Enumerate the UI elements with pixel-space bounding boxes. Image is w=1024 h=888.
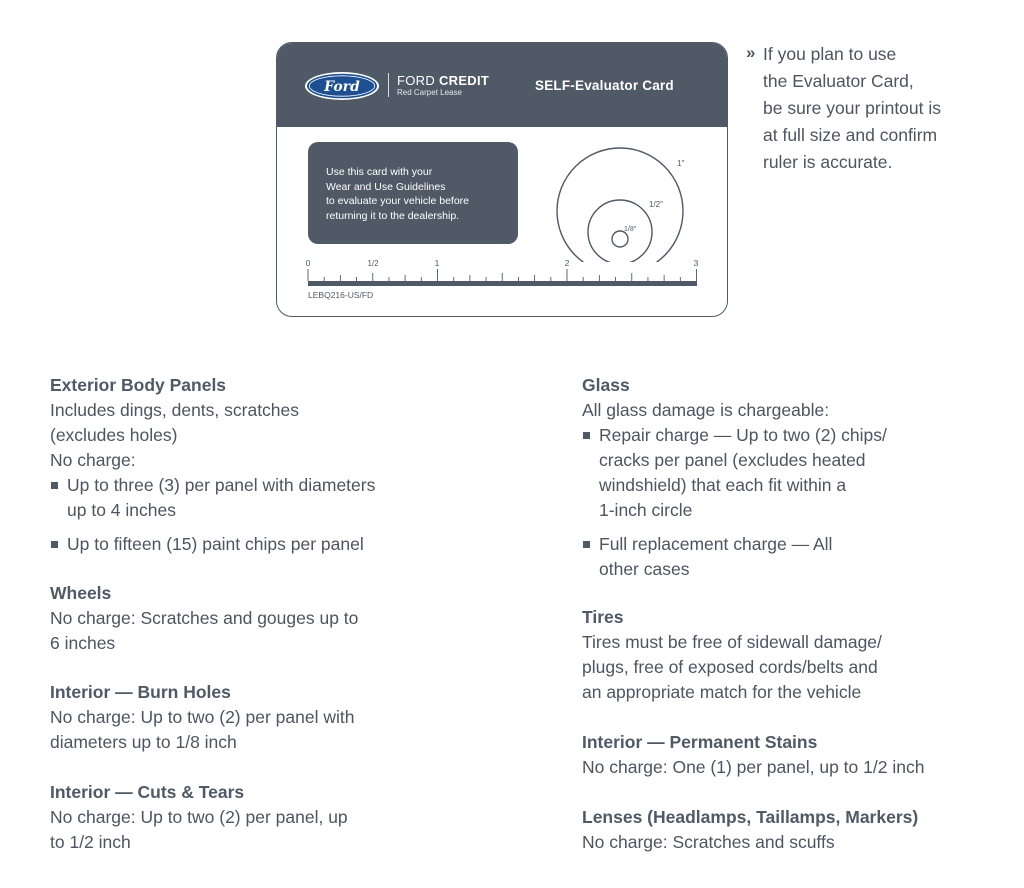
circle-1-inch-label: 1" <box>677 159 685 168</box>
inch-ruler <box>302 253 702 293</box>
section-glass <box>582 373 1002 582</box>
text-line: to 1/2 inch <box>50 832 131 852</box>
text-line: No charge: <box>50 450 136 470</box>
ruler-label-3: 3 <box>693 258 699 268</box>
bullet-list <box>582 423 1002 582</box>
section-interior-burn-holes <box>50 680 490 755</box>
evaluator-card <box>276 42 728 317</box>
note-line: If you plan to use <box>763 44 897 64</box>
instruction-line: Wear and Use Guidelines <box>326 180 446 193</box>
note-line: at full size and confirm <box>763 125 938 145</box>
section-text <box>50 606 490 656</box>
section-heading: Interior — Burn Holes <box>50 682 231 702</box>
text-line: Tires must be free of sidewall damage/ <box>582 632 882 652</box>
bullet-line: other cases <box>599 559 690 579</box>
text-line: an appropriate match for the vehicle <box>582 682 862 702</box>
bullet-line: cracks per panel (excludes heated <box>599 450 866 470</box>
note-line: the Evaluator Card, <box>763 71 914 91</box>
square-bullet-icon <box>583 541 590 548</box>
text-line: No charge: One (1) per panel, up to 1/2 inch <box>582 757 925 777</box>
note-line: be sure your printout is <box>763 98 942 118</box>
section-lenses <box>582 805 1002 855</box>
brand-name <box>397 73 489 88</box>
section-text <box>582 630 1002 705</box>
section-tires <box>582 605 1002 705</box>
bullet-item <box>582 532 1002 582</box>
note-line: ruler is accurate. <box>763 152 893 172</box>
ruler-ticks <box>308 269 697 281</box>
brand-subtitle: Red Carpet Lease <box>397 88 462 97</box>
text-line: (excludes holes) <box>50 425 178 445</box>
card-code: LEBQ216-US/FD <box>308 290 374 300</box>
square-bullet-icon <box>51 541 58 548</box>
bullet-line: Repair charge — Up to two (2) chips/ <box>599 425 887 445</box>
circle-1-inch <box>557 148 683 262</box>
ruler-label-half: 1/2 <box>367 259 379 268</box>
instruction-line: Use this card with your <box>326 166 433 178</box>
section-interior-permanent-stains <box>582 730 1002 780</box>
section-heading: Glass <box>582 375 630 395</box>
section-interior-cuts-tears <box>50 780 490 855</box>
text-line: No charge: Up to two (2) per panel, up <box>50 807 348 827</box>
instruction-line: to evaluate your vehicle before <box>326 195 470 207</box>
section-heading: Lenses (Headlamps, Taillamps, Markers) <box>582 807 919 827</box>
section-text <box>50 805 490 855</box>
section-heading: Exterior Body Panels <box>50 375 227 395</box>
section-text <box>582 830 1002 855</box>
ruler-bar <box>308 281 697 286</box>
ford-logo <box>304 71 380 101</box>
square-bullet-icon <box>51 482 58 489</box>
bullet-line: Up to three (3) per panel with diameters <box>67 475 376 495</box>
text-line: No charge: Up to two (2) per panel with <box>50 707 355 727</box>
note-text <box>763 41 941 176</box>
brand-name-regular: FORD <box>397 73 439 88</box>
section-text <box>50 705 490 755</box>
card-header <box>277 43 727 127</box>
bullet-line: up to 4 inches <box>67 500 176 520</box>
text-line: No charge: Scratches and scuffs <box>582 832 835 852</box>
circle-eighth-inch-label: 1/8" <box>624 226 637 233</box>
bullet-item <box>50 473 490 523</box>
text-line: plugs, free of exposed cords/belts and <box>582 657 878 677</box>
section-text <box>582 755 1002 780</box>
brand-name-bold: CREDIT <box>438 73 490 88</box>
ruler-label-0: 0 <box>305 258 311 268</box>
section-text <box>582 398 1002 423</box>
bullet-line: Full replacement charge — All <box>599 534 833 554</box>
circle-half-inch-label: 1/2" <box>649 200 663 209</box>
section-heading: Interior — Cuts & Tears <box>50 782 245 802</box>
bullet-line: windshield) that each fit within a <box>599 475 847 495</box>
bullet-line: Up to fifteen (15) paint chips per panel <box>67 534 364 554</box>
bullet-line: 1-inch circle <box>599 500 693 520</box>
bullet-item <box>50 532 490 557</box>
ruler-label-2: 2 <box>564 258 570 268</box>
double-chevron-icon: » <box>746 43 756 62</box>
section-heading: Interior — Permanent Stains <box>582 732 818 752</box>
section-wheels <box>50 581 490 656</box>
ford-logo-wordmark: Ford <box>324 79 360 95</box>
circle-eighth-inch <box>612 231 628 247</box>
section-text <box>50 398 490 473</box>
text-line: Includes dings, dents, scratches <box>50 400 300 420</box>
section-heading: Wheels <box>50 583 112 603</box>
brand-divider <box>388 73 389 97</box>
bullet-list <box>50 473 490 557</box>
bullet-item <box>582 423 1002 523</box>
section-heading: Tires <box>582 607 624 627</box>
card-title: SELF-Evaluator Card <box>535 78 674 93</box>
text-line: 6 inches <box>50 633 116 653</box>
text-line: diameters up to 1/8 inch <box>50 732 237 752</box>
text-line: All glass damage is chargeable: <box>582 400 830 420</box>
square-bullet-icon <box>583 432 590 439</box>
section-exterior-body-panels <box>50 373 490 557</box>
ruler-label-1: 1 <box>434 258 440 268</box>
measurement-circles <box>556 147 689 262</box>
instruction-line: returning it to the dealership. <box>326 209 460 222</box>
card-instructions <box>308 142 518 244</box>
text-line: No charge: Scratches and gouges up to <box>50 608 359 628</box>
